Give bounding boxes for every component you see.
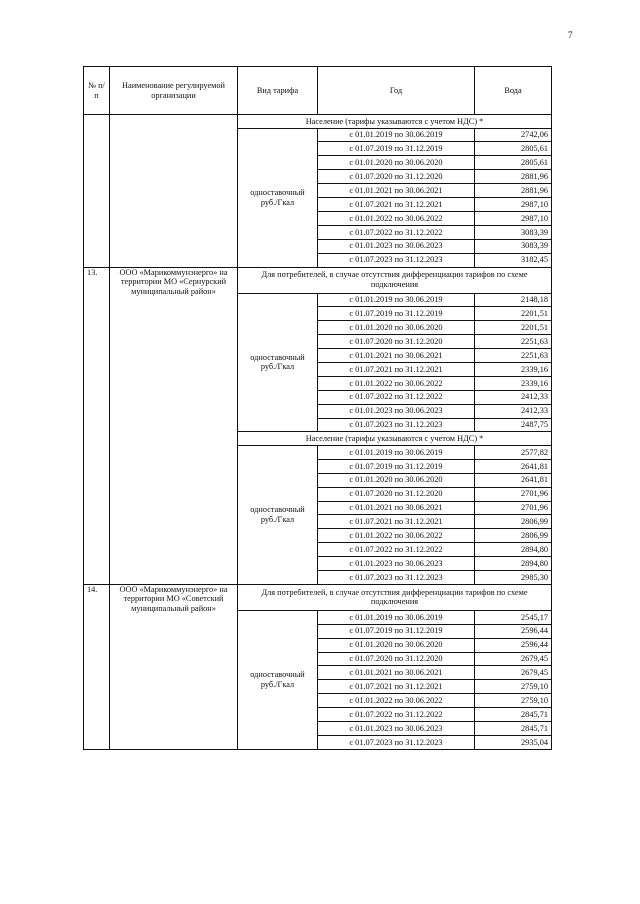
row-number-cell <box>84 115 110 268</box>
section-label: Для потребителей, в случае отсутствия дифференциации тарифов по схеме подключения <box>238 584 552 610</box>
tariff-type-cell: одноставочный руб./Гкал <box>238 293 318 432</box>
period-cell: с 01.01.2021 по 30.06.2021 <box>318 184 475 198</box>
water-value-cell: 2412,33 <box>475 390 552 404</box>
water-value-cell: 2339,16 <box>475 376 552 390</box>
period-cell: с 01.07.2022 по 31.12.2022 <box>318 543 475 557</box>
period-cell: с 01.07.2023 по 31.12.2023 <box>318 418 475 432</box>
period-cell: с 01.07.2023 по 31.12.2023 <box>318 735 475 749</box>
header-type: Вид тарифа <box>238 67 318 115</box>
period-cell: с 01.07.2020 по 31.12.2020 <box>318 170 475 184</box>
row-number-cell: 14. <box>84 584 110 749</box>
water-value-cell: 2641,81 <box>475 473 552 487</box>
water-value-cell: 2894,80 <box>475 543 552 557</box>
section-label: Для потребителей, в случае отсутствия дифференциации тарифов по схеме подключения <box>238 267 552 293</box>
period-cell: с 01.07.2022 по 31.12.2022 <box>318 708 475 722</box>
water-value-cell: 2596,44 <box>475 624 552 638</box>
water-value-cell: 2759,10 <box>475 694 552 708</box>
water-value-cell: 2987,10 <box>475 211 552 225</box>
water-value-cell: 3083,39 <box>475 239 552 253</box>
water-value-cell: 2935,04 <box>475 735 552 749</box>
period-cell: с 01.01.2021 по 30.06.2021 <box>318 349 475 363</box>
water-value-cell: 2805,61 <box>475 156 552 170</box>
tariff-type-cell: одноставочный руб./Гкал <box>238 446 318 585</box>
period-cell: с 01.01.2020 по 30.06.2020 <box>318 156 475 170</box>
header-water: Вода <box>475 67 552 115</box>
period-cell: с 01.07.2019 по 31.12.2019 <box>318 142 475 156</box>
water-value-cell: 2251,63 <box>475 335 552 349</box>
water-value-cell: 2742,06 <box>475 128 552 142</box>
water-value-cell: 2339,16 <box>475 362 552 376</box>
water-value-cell: 2985,30 <box>475 571 552 585</box>
water-value-cell: 2881,96 <box>475 170 552 184</box>
water-value-cell: 2805,61 <box>475 142 552 156</box>
row-number-cell: 13. <box>84 267 110 584</box>
water-value-cell: 3182,45 <box>475 253 552 267</box>
section-label: Население (тарифы указываются с учетом НДС) * <box>238 115 552 129</box>
water-value-cell: 2679,45 <box>475 666 552 680</box>
organization-cell: ООО «Марикоммунэнерго» на территории МО «Советский муниципальный район» <box>110 584 238 749</box>
period-cell: с 01.01.2020 по 30.06.2020 <box>318 321 475 335</box>
period-cell: с 01.07.2019 по 31.12.2019 <box>318 459 475 473</box>
period-cell: с 01.01.2022 по 30.06.2022 <box>318 376 475 390</box>
section-label: Население (тарифы указываются с учетом НДС) * <box>238 432 552 446</box>
period-cell: с 01.07.2019 по 31.12.2019 <box>318 307 475 321</box>
water-value-cell: 2845,71 <box>475 708 552 722</box>
water-value-cell: 2806,99 <box>475 515 552 529</box>
period-cell: с 01.01.2019 по 30.06.2019 <box>318 293 475 307</box>
period-cell: с 01.01.2019 по 30.06.2019 <box>318 446 475 460</box>
period-cell: с 01.07.2022 по 31.12.2022 <box>318 390 475 404</box>
section-label-row <box>84 584 552 610</box>
tariff-type-cell: одноставочный руб./Гкал <box>238 128 318 267</box>
water-value-cell: 2251,63 <box>475 349 552 363</box>
water-value-cell: 2701,96 <box>475 501 552 515</box>
water-value-cell: 2679,45 <box>475 652 552 666</box>
period-cell: с 01.07.2021 по 31.12.2021 <box>318 198 475 212</box>
period-cell: с 01.01.2023 по 30.06.2023 <box>318 722 475 736</box>
header-org: Наименование регулируемой организации <box>110 67 238 115</box>
water-value-cell: 2641,81 <box>475 459 552 473</box>
period-cell: с 01.01.2021 по 30.06.2021 <box>318 666 475 680</box>
period-cell: с 01.07.2020 по 31.12.2020 <box>318 487 475 501</box>
period-cell: с 01.01.2019 по 30.06.2019 <box>318 128 475 142</box>
water-value-cell: 2701,96 <box>475 487 552 501</box>
period-cell: с 01.07.2023 по 31.12.2023 <box>318 253 475 267</box>
header-num: № п/п <box>84 67 110 115</box>
period-cell: с 01.07.2020 по 31.12.2020 <box>318 652 475 666</box>
period-cell: с 01.01.2021 по 30.06.2021 <box>318 501 475 515</box>
period-cell: с 01.01.2023 по 30.06.2023 <box>318 239 475 253</box>
period-cell: с 01.07.2022 по 31.12.2022 <box>318 225 475 239</box>
water-value-cell: 2845,71 <box>475 722 552 736</box>
water-value-cell: 2894,80 <box>475 557 552 571</box>
section-label-row <box>84 267 552 293</box>
period-cell: с 01.07.2021 по 31.12.2021 <box>318 362 475 376</box>
period-cell: с 01.01.2020 по 30.06.2020 <box>318 638 475 652</box>
tariff-table <box>83 66 552 750</box>
organization-cell: ООО «Марикоммунэнерго» на территории МО «Сернурский муниципальный район» <box>110 267 238 584</box>
period-cell: с 01.01.2022 по 30.06.2022 <box>318 529 475 543</box>
period-cell: с 01.01.2019 по 30.06.2019 <box>318 610 475 624</box>
period-cell: с 01.07.2021 по 31.12.2021 <box>318 515 475 529</box>
water-value-cell: 2596,44 <box>475 638 552 652</box>
water-value-cell: 2201,51 <box>475 307 552 321</box>
organization-cell <box>110 115 238 268</box>
water-value-cell: 2577,82 <box>475 446 552 460</box>
water-value-cell: 2148,18 <box>475 293 552 307</box>
period-cell: с 01.01.2022 по 30.06.2022 <box>318 211 475 225</box>
water-value-cell: 2412,33 <box>475 404 552 418</box>
water-value-cell: 2759,10 <box>475 680 552 694</box>
water-value-cell: 2545,17 <box>475 610 552 624</box>
water-value-cell: 2201,51 <box>475 321 552 335</box>
water-value-cell: 2806,99 <box>475 529 552 543</box>
table-header-row <box>84 67 552 115</box>
tariff-type-cell: одноставочный руб./Гкал <box>238 610 318 749</box>
period-cell: с 01.01.2023 по 30.06.2023 <box>318 557 475 571</box>
period-cell: с 01.01.2023 по 30.06.2023 <box>318 404 475 418</box>
period-cell: с 01.07.2020 по 31.12.2020 <box>318 335 475 349</box>
period-cell: с 01.07.2021 по 31.12.2021 <box>318 680 475 694</box>
water-value-cell: 2487,75 <box>475 418 552 432</box>
period-cell: с 01.07.2019 по 31.12.2019 <box>318 624 475 638</box>
period-cell: с 01.01.2020 по 30.06.2020 <box>318 473 475 487</box>
water-value-cell: 3083,39 <box>475 225 552 239</box>
period-cell: с 01.01.2022 по 30.06.2022 <box>318 694 475 708</box>
page-number: 7 <box>568 30 573 40</box>
period-cell: с 01.07.2023 по 31.12.2023 <box>318 571 475 585</box>
header-year: Год <box>318 67 475 115</box>
section-label-row <box>84 115 552 129</box>
water-value-cell: 2881,96 <box>475 184 552 198</box>
water-value-cell: 2987,10 <box>475 198 552 212</box>
